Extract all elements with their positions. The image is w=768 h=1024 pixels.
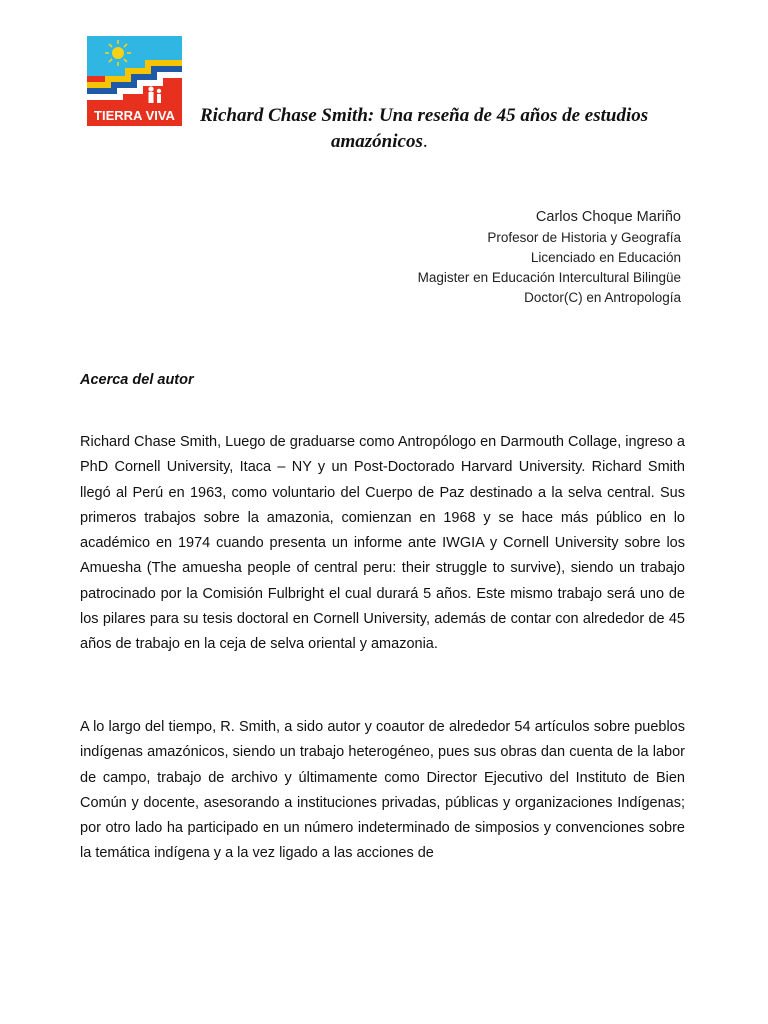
paragraph-1: Richard Chase Smith, Luego de graduarse como Antropólogo en Darmouth Collage, ingreso a PhD Cornell University, Itaca – NY y un Post-Doctorado Harvard University. Richard Smith llegó al Perú en 1963, como voluntario del Cuerpo de Paz destinado a la selva central. Sus primeros trabajos sobre la amazonia, comienzan en 1968 y se hace más público en lo académico en 1974 cuando presenta un informe ante IWGIA y Cornell University sobre los Amuesha (The amuesha people of central peru: their struggle to survive), siendo un trabajo patrocinado por la Comisión Fulbright el cual durará 5 años. Este mismo trabajo será uno de los pilares para su tesis doctoral en Cornell University, además de contar con alrededor de 45 años de trabajo en la ceja de selva oriental y amazonia. [80,434,685,653]
title-line-1: Richard Chase Smith: Una reseña de 45 años de estudios [200,105,649,126]
document-title [200,103,690,155]
credential-line: Licenciado en Educación [530,250,681,265]
credential-line: Profesor de Historia y Geografía [487,230,681,245]
section-heading: Acerca del autor [80,372,194,388]
tierra-viva-logo-graphic [87,36,182,126]
title-line-2-wrap [200,129,690,155]
tierra-viva-logo [87,36,182,126]
logo-text: TIERRA VIVA [94,108,175,123]
author-name: Carlos Choque Mariño [535,209,681,225]
credential-line: Magister en Educación Intercultural Bilingüe [417,270,681,285]
paragraph-2: A lo largo del tiempo, R. Smith, a sido autor y coautor de alrededor 54 artículos sobre pueblos indígenas amazónicos, siendo un trabajo heterogéneo, pues sus obras dan cuenta de la labor de campo, trabajo de archivo y últimamente como Director Ejecutivo del Instituto de Bien Común y docente, asesorando a instituciones privadas, públicas y organizaciones Indígenas; por otro lado ha participado en un número indeterminado de simposios y convenciones sobre la temática indígena y a la vez ligado a las acciones de [80,719,685,862]
author-block [418,207,681,308]
title-line-2: amazónicos [331,131,423,152]
title-period: . [422,131,428,152]
credential-line: Doctor(C) en Antropología [524,290,681,305]
